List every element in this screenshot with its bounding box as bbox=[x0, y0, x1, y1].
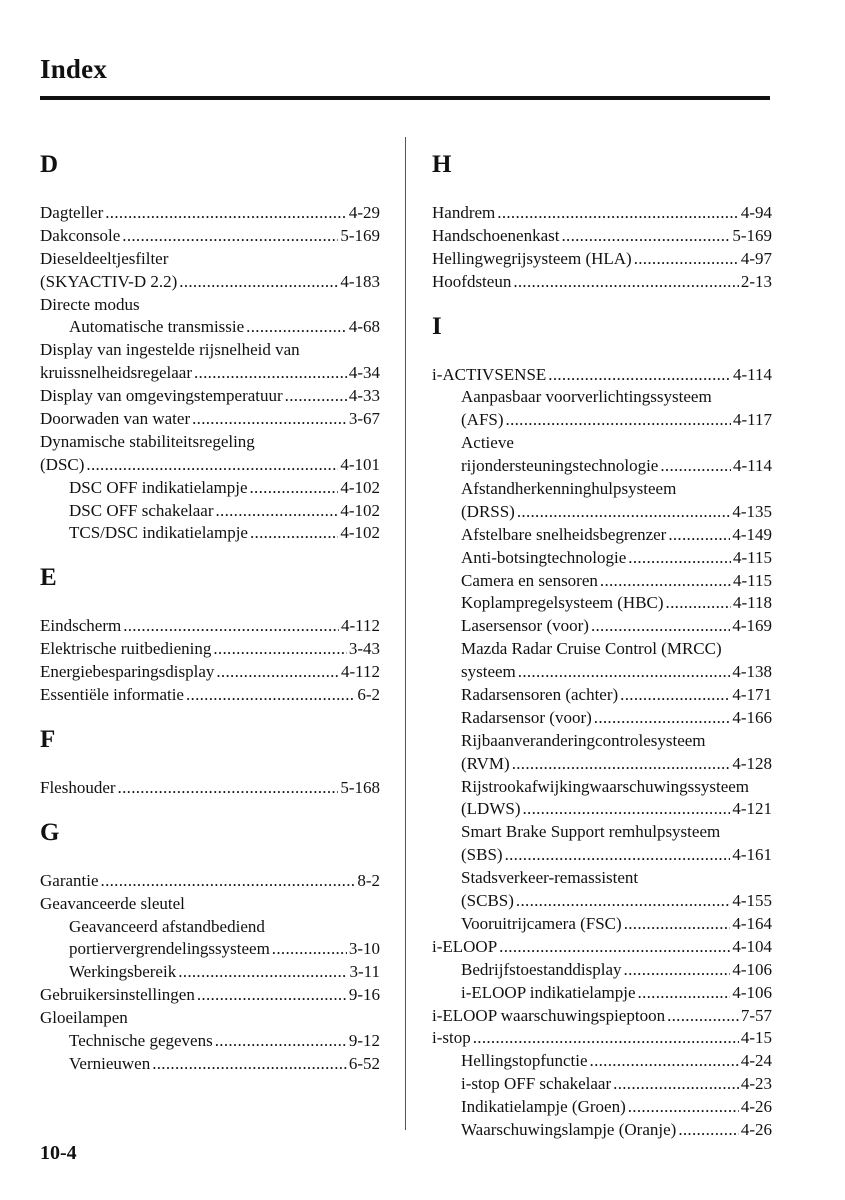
entry-page-ref: 4-164 bbox=[732, 913, 772, 933]
index-subentry bbox=[432, 638, 772, 661]
entry-label: Hoofdsteun bbox=[432, 271, 512, 291]
dot-leader bbox=[105, 202, 347, 225]
entry-page-ref: 4-15 bbox=[740, 1028, 772, 1048]
index-subentry bbox=[432, 959, 772, 982]
entry-page-ref: 3-10 bbox=[348, 939, 380, 959]
index-section bbox=[40, 818, 380, 1076]
entry-label: Display van omgevingstemperatuur bbox=[40, 386, 283, 406]
entry-label: Afstandherkenninghulpsysteem bbox=[461, 479, 677, 499]
entry-label: Elektrische ruitbediening bbox=[40, 639, 212, 659]
index-subentry bbox=[432, 570, 772, 593]
index-subentry bbox=[432, 982, 772, 1005]
index-subentry bbox=[432, 684, 772, 707]
entry-page-ref: 4-135 bbox=[732, 501, 772, 521]
index-entry bbox=[40, 408, 380, 431]
index-subentry bbox=[432, 707, 772, 730]
entry-label: Waarschuwingslampje (Oranje) bbox=[461, 1119, 677, 1139]
dot-leader bbox=[101, 870, 356, 893]
index-subentry bbox=[432, 386, 772, 409]
index-subentry bbox=[432, 501, 772, 524]
index-subentry bbox=[432, 867, 772, 890]
index-entry bbox=[40, 661, 380, 684]
entry-label: Lasersensor (voor) bbox=[461, 616, 589, 636]
entry-label: Dieseldeeltjesfilter bbox=[40, 248, 169, 268]
entry-label: (DSC) bbox=[40, 454, 85, 474]
entry-page-ref: 4-102 bbox=[340, 477, 380, 497]
dot-leader bbox=[517, 501, 730, 524]
dot-leader bbox=[590, 1050, 739, 1073]
index-entry bbox=[40, 271, 380, 294]
dot-leader bbox=[213, 638, 346, 661]
dot-leader bbox=[628, 547, 731, 570]
index-entry bbox=[432, 1027, 772, 1050]
dot-leader bbox=[250, 477, 339, 500]
dot-leader bbox=[178, 961, 347, 984]
index-section bbox=[40, 563, 380, 707]
dot-leader bbox=[638, 982, 731, 1005]
entry-page-ref: 4-94 bbox=[740, 203, 772, 222]
dot-leader bbox=[613, 1073, 739, 1096]
entry-label: Werkingsbereik bbox=[69, 962, 177, 982]
entry-label: (SBS) bbox=[461, 845, 503, 865]
section-letter: E bbox=[40, 564, 57, 592]
entry-label: (AFS) bbox=[461, 410, 504, 430]
index-entry bbox=[40, 684, 380, 707]
dot-leader bbox=[215, 500, 338, 523]
entry-label: Hellingwegrijsysteem (HLA) bbox=[432, 248, 632, 268]
index-subentry bbox=[432, 753, 772, 776]
dot-leader bbox=[522, 798, 730, 821]
index-subentry bbox=[432, 798, 772, 821]
entry-label: i-stop bbox=[432, 1028, 471, 1048]
index-section bbox=[432, 312, 772, 1142]
entry-page-ref: 6-52 bbox=[348, 1053, 380, 1073]
entry-page-ref: 4-102 bbox=[340, 523, 380, 543]
entry-page-ref: 3-11 bbox=[349, 962, 380, 982]
dot-leader bbox=[473, 1027, 739, 1050]
index-entry bbox=[432, 248, 772, 271]
entry-label: Dakconsole bbox=[40, 225, 121, 245]
entry-page-ref: 4-114 bbox=[732, 456, 772, 476]
section-letter: H bbox=[432, 151, 452, 178]
index-entry bbox=[432, 271, 772, 294]
entry-label: (SKYACTIV-D 2.2) bbox=[40, 271, 178, 291]
entry-label: Energiebesparingsdisplay bbox=[40, 662, 215, 682]
index-entry bbox=[40, 225, 380, 248]
entry-label: Dynamische stabiliteitsregeling bbox=[40, 431, 255, 451]
entry-label: Gloeilampen bbox=[40, 1008, 128, 1028]
dot-leader bbox=[624, 959, 731, 982]
entry-label: Afstelbare snelheidsbegrenzer bbox=[461, 524, 667, 544]
index-subentry bbox=[432, 1096, 772, 1119]
index-subentry bbox=[40, 477, 380, 500]
entry-label: Bedrijfstoestanddisplay bbox=[461, 959, 622, 979]
dot-leader bbox=[591, 615, 730, 638]
entry-page-ref: 4-118 bbox=[732, 593, 772, 613]
dot-leader bbox=[122, 225, 338, 248]
entry-label: TCS/DSC indikatielampje bbox=[69, 523, 248, 543]
entry-page-ref: 4-34 bbox=[348, 363, 380, 383]
dot-leader bbox=[123, 615, 339, 638]
index-subentry bbox=[432, 890, 772, 913]
index-entry bbox=[40, 294, 380, 317]
entry-label: Vooruitrijcamera (FSC) bbox=[461, 913, 622, 933]
index-subentry bbox=[432, 844, 772, 867]
entry-label: portiervergrendelingssysteem bbox=[69, 939, 270, 959]
entry-label: i-ELOOP waarschuwingspieptoon bbox=[432, 1005, 666, 1025]
index-entry bbox=[432, 225, 772, 248]
index-entry bbox=[40, 248, 380, 271]
entry-label: (DRSS) bbox=[461, 501, 515, 521]
index-subentry bbox=[432, 455, 772, 478]
index-subentry bbox=[40, 961, 380, 984]
index-entry bbox=[40, 362, 380, 385]
section-letter: D bbox=[40, 151, 59, 178]
entry-page-ref: 8-2 bbox=[357, 870, 380, 890]
index-subentry bbox=[40, 938, 380, 961]
dot-leader bbox=[594, 707, 731, 730]
dot-leader bbox=[86, 454, 338, 477]
entry-label: Rijbaanveranderingcontrolesysteem bbox=[461, 730, 706, 750]
dot-leader bbox=[660, 455, 731, 478]
entry-label: (RVM) bbox=[461, 753, 510, 773]
dot-leader bbox=[600, 570, 731, 593]
entry-label: (LDWS) bbox=[461, 799, 521, 819]
dot-leader bbox=[512, 753, 731, 776]
dot-leader bbox=[548, 364, 731, 387]
entry-label: Display van ingestelde rijsnelheid van bbox=[40, 340, 300, 360]
dot-leader bbox=[179, 271, 338, 294]
entry-page-ref: 4-24 bbox=[740, 1051, 772, 1071]
index-column-right bbox=[432, 150, 772, 1142]
entry-label: Radarsensor (voor) bbox=[461, 707, 592, 727]
entry-page-ref: 4-33 bbox=[348, 386, 380, 406]
section-letter: I bbox=[432, 312, 442, 340]
entry-label: Rijstrookafwijkingwaarschuwingssysteem bbox=[461, 776, 750, 796]
entry-label: Mazda Radar Cruise Control (MRCC) bbox=[461, 639, 722, 659]
entry-page-ref: 4-171 bbox=[732, 685, 772, 705]
index-subentry bbox=[432, 592, 772, 615]
entry-label: kruissnelheidsregelaar bbox=[40, 363, 192, 383]
section-letter: G bbox=[40, 818, 60, 846]
entry-page-ref: 4-117 bbox=[732, 410, 772, 430]
entry-label: Essentiële informatie bbox=[40, 685, 184, 705]
entry-label: i-ELOOP bbox=[432, 936, 498, 956]
entry-label: Stadsverkeer-remassistent bbox=[461, 868, 639, 888]
entry-label: DSC OFF schakelaar bbox=[69, 500, 214, 520]
section-letter: F bbox=[40, 725, 56, 753]
entry-label: Anti-botsingtechnologie bbox=[461, 547, 627, 567]
entry-page-ref: 4-121 bbox=[732, 799, 772, 819]
entry-label: Geavanceerd afstandbediend bbox=[69, 916, 265, 936]
entry-label: Indikatielampje (Groen) bbox=[461, 1097, 626, 1117]
entry-label: Doorwaden van water bbox=[40, 409, 191, 429]
dot-leader bbox=[620, 684, 730, 707]
entry-label: Vernieuwen bbox=[69, 1053, 151, 1073]
index-entry bbox=[40, 777, 380, 800]
entry-page-ref: 4-112 bbox=[340, 662, 380, 682]
dot-leader bbox=[152, 1053, 347, 1076]
entry-label: Gebruikersinstellingen bbox=[40, 985, 195, 1005]
entry-page-ref: 4-26 bbox=[740, 1097, 772, 1117]
dot-leader bbox=[118, 777, 339, 800]
dot-leader bbox=[678, 1119, 739, 1142]
entry-page-ref: 2-13 bbox=[740, 271, 772, 291]
index-subentry bbox=[40, 316, 380, 339]
entry-page-ref: 4-102 bbox=[340, 500, 380, 520]
index-entry bbox=[40, 984, 380, 1007]
dot-leader bbox=[186, 684, 355, 707]
entry-page-ref: 4-115 bbox=[732, 547, 772, 567]
index-subentry bbox=[432, 615, 772, 638]
entry-label: Radarsensoren (achter) bbox=[461, 685, 619, 705]
index-subentry bbox=[432, 1119, 772, 1142]
index-subentry bbox=[432, 524, 772, 547]
dot-leader bbox=[499, 936, 730, 959]
entry-label: i-ELOOP indikatielampje bbox=[461, 982, 636, 1002]
entry-label: i-ACTIVSENSE bbox=[432, 364, 547, 384]
dot-leader bbox=[628, 1096, 739, 1119]
index-subentry bbox=[432, 661, 772, 684]
entry-label: DSC OFF indikatielampje bbox=[69, 477, 248, 497]
entry-page-ref: 4-106 bbox=[732, 959, 772, 979]
dot-leader bbox=[216, 661, 339, 684]
dot-leader bbox=[666, 592, 731, 615]
entry-label: Aanpasbaar voorverlichtingssysteem bbox=[461, 387, 712, 407]
entry-label: Directe modus bbox=[40, 294, 140, 314]
entry-page-ref: 9-16 bbox=[348, 985, 380, 1005]
entry-page-ref: 4-155 bbox=[732, 891, 772, 911]
entry-label: systeem bbox=[461, 662, 516, 682]
entry-page-ref: 5-168 bbox=[340, 777, 380, 797]
index-entry bbox=[40, 339, 380, 362]
index-entry bbox=[40, 385, 380, 408]
index-subentry bbox=[432, 776, 772, 799]
index-entry bbox=[40, 1007, 380, 1030]
entry-page-ref: 4-138 bbox=[732, 662, 772, 682]
entry-label: Automatische transmissie bbox=[69, 317, 245, 337]
index-entry bbox=[432, 364, 772, 387]
dot-leader bbox=[561, 225, 730, 248]
index-section bbox=[432, 150, 772, 294]
index-subentry bbox=[432, 1050, 772, 1073]
entry-page-ref: 4-166 bbox=[732, 707, 772, 727]
entry-label: Eindscherm bbox=[40, 616, 122, 636]
entry-page-ref: 4-149 bbox=[732, 524, 772, 544]
dot-leader bbox=[215, 1030, 347, 1053]
entry-page-ref: 7-57 bbox=[740, 1005, 772, 1025]
entry-page-ref: 4-112 bbox=[340, 616, 380, 636]
entry-label: Koplampregelsysteem (HBC) bbox=[461, 593, 664, 613]
entry-page-ref: 4-106 bbox=[732, 982, 772, 1002]
index-subentry bbox=[40, 1030, 380, 1053]
dot-leader bbox=[285, 385, 347, 408]
index-entry bbox=[432, 1005, 772, 1028]
entry-label: Garantie bbox=[40, 870, 99, 890]
entry-page-ref: 5-169 bbox=[732, 225, 772, 245]
index-subentry bbox=[432, 409, 772, 432]
index-entry bbox=[432, 202, 772, 225]
entry-label: Handrem bbox=[432, 203, 496, 222]
index-subentry bbox=[40, 500, 380, 523]
entry-page-ref: 4-97 bbox=[740, 248, 772, 268]
dot-leader bbox=[513, 271, 739, 294]
entry-page-ref: 5-169 bbox=[340, 225, 380, 245]
index-subentry bbox=[40, 1053, 380, 1076]
index-section bbox=[40, 725, 380, 800]
dot-leader bbox=[624, 913, 731, 936]
index-entry bbox=[40, 431, 380, 454]
header-rule bbox=[40, 96, 770, 100]
entry-label: Handschoenenkast bbox=[432, 225, 560, 245]
entry-label: Actieve bbox=[461, 433, 514, 453]
dot-leader bbox=[272, 938, 347, 961]
page-title: Index bbox=[40, 54, 108, 84]
dot-leader bbox=[506, 409, 731, 432]
index-entry bbox=[432, 936, 772, 959]
entry-page-ref: 9-12 bbox=[348, 1031, 380, 1051]
entry-label: Technische gegevens bbox=[69, 1031, 213, 1051]
index-subentry bbox=[40, 916, 380, 939]
dot-leader bbox=[668, 524, 730, 547]
entry-page-ref: 4-23 bbox=[740, 1074, 772, 1094]
index-subentry bbox=[40, 522, 380, 545]
dot-leader bbox=[516, 890, 730, 913]
index-entry bbox=[40, 870, 380, 893]
index-entry bbox=[40, 615, 380, 638]
entry-label: Dagteller bbox=[40, 203, 104, 222]
index-entry bbox=[40, 454, 380, 477]
entry-label: Geavanceerde sleutel bbox=[40, 893, 185, 913]
index-subentry bbox=[432, 547, 772, 570]
index-section bbox=[40, 150, 380, 545]
dot-leader bbox=[497, 202, 739, 225]
index-subentry bbox=[432, 730, 772, 753]
entry-label: (SCBS) bbox=[461, 891, 514, 911]
index-entry bbox=[40, 638, 380, 661]
index-entry bbox=[40, 202, 380, 225]
dot-leader bbox=[250, 522, 338, 545]
column-divider bbox=[405, 137, 406, 1130]
entry-page-ref: 4-169 bbox=[732, 616, 772, 636]
entry-page-ref: 3-43 bbox=[348, 639, 380, 659]
dot-leader bbox=[505, 844, 731, 867]
index-subentry bbox=[432, 1073, 772, 1096]
entry-page-ref: 6-2 bbox=[357, 685, 380, 705]
entry-page-ref: 4-183 bbox=[340, 271, 380, 291]
page-number: 10-4 bbox=[40, 1142, 77, 1164]
entry-page-ref: 4-101 bbox=[340, 454, 380, 474]
entry-label: Fleshouder bbox=[40, 777, 116, 797]
dot-leader bbox=[518, 661, 731, 684]
dot-leader bbox=[192, 408, 347, 431]
dot-leader bbox=[246, 316, 347, 339]
entry-label: Camera en sensoren bbox=[461, 570, 598, 590]
dot-leader bbox=[634, 248, 739, 271]
dot-leader bbox=[197, 984, 347, 1007]
index-subentry bbox=[432, 913, 772, 936]
entry-label: rijondersteuningstechnologie bbox=[461, 456, 659, 476]
index-column-left bbox=[40, 150, 380, 1076]
dot-leader bbox=[667, 1005, 739, 1028]
index-entry bbox=[40, 893, 380, 916]
dot-leader bbox=[194, 362, 347, 385]
entry-page-ref: 4-68 bbox=[348, 317, 380, 337]
entry-page-ref: 3-67 bbox=[348, 409, 380, 429]
entry-page-ref: 4-104 bbox=[732, 936, 772, 956]
entry-page-ref: 4-115 bbox=[732, 570, 772, 590]
entry-label: Hellingstopfunctie bbox=[461, 1051, 588, 1071]
entry-page-ref: 4-128 bbox=[732, 753, 772, 773]
index-subentry bbox=[432, 432, 772, 455]
entry-label: Smart Brake Support remhulpsysteem bbox=[461, 822, 721, 842]
index-subentry bbox=[432, 821, 772, 844]
entry-page-ref: 4-29 bbox=[348, 203, 380, 222]
index-subentry bbox=[432, 478, 772, 501]
entry-label: i-stop OFF schakelaar bbox=[461, 1074, 612, 1094]
entry-page-ref: 4-114 bbox=[732, 364, 772, 384]
entry-page-ref: 4-161 bbox=[732, 845, 772, 865]
entry-page-ref: 4-26 bbox=[740, 1119, 772, 1139]
